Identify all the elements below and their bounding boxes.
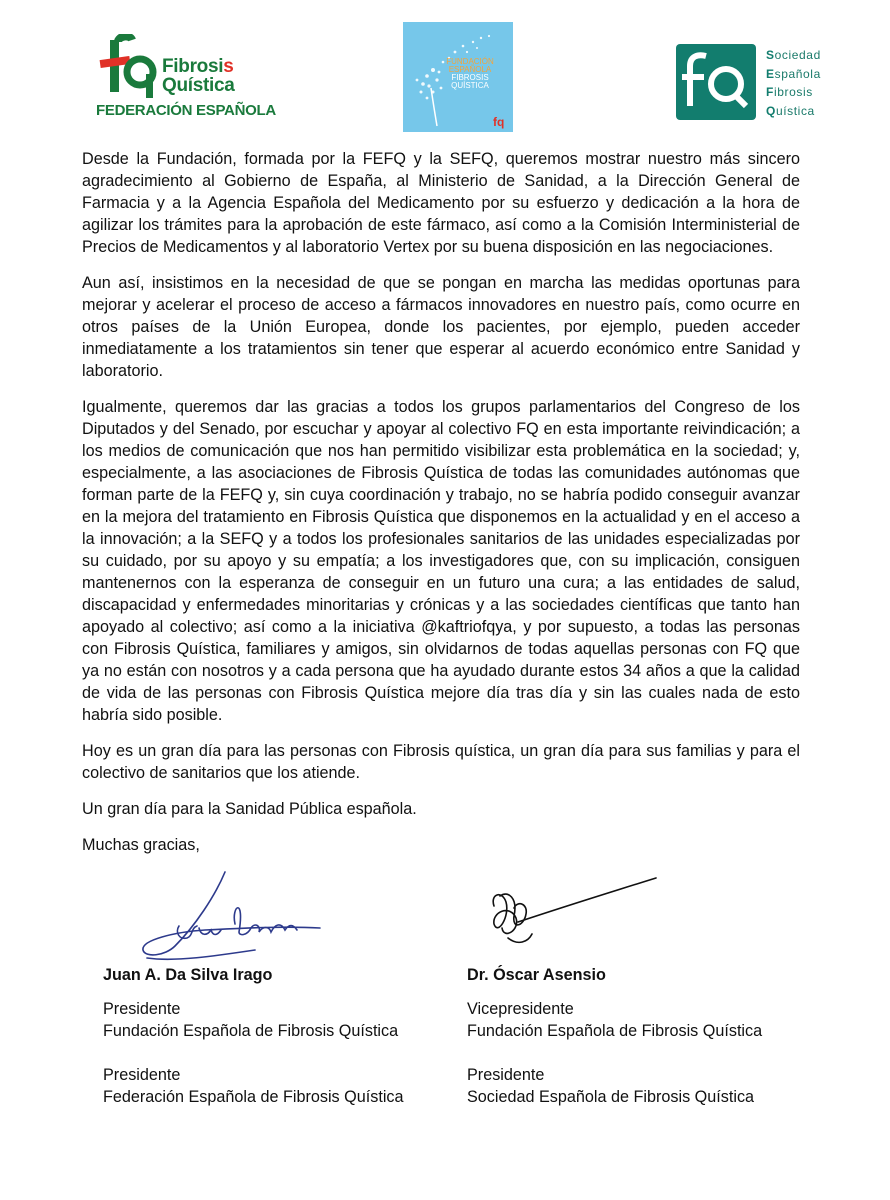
- body-paragraph: Desde la Fundación, formada por la FEFQ y la SEFQ, queremos mostrar nuestro más sincero agradecimiento al Gobierno de España, al Ministerio de Sanidad, a la Dirección General de Farmacia y a la Agencia Española del Medicamento por su esfuerzo y dedicación a la hora de agilizar los trámites para la aprobación de este fármaco, así como a la Comisión Interministerial de Precios de Medicamentos y al laboratorio Vertex por su buena disposición en las negociaciones.: [82, 150, 800, 256]
- fundacion-logo-line4: QUÍSTICA: [451, 81, 489, 90]
- signature-right: [488, 876, 658, 950]
- signer-role: Presidente: [103, 1000, 181, 1018]
- signer-organization: Fundación Española de Fibrosis Quística: [103, 1022, 399, 1040]
- letter-body: [82, 148, 800, 870]
- fefq-logo: [96, 34, 276, 124]
- sefq-word: Sociedad: [766, 48, 821, 62]
- signature-left: [135, 866, 325, 966]
- fundacion-logo-line1: FUNDACIÓN: [446, 57, 494, 66]
- fundacion-logo-text: [435, 58, 505, 90]
- fundacion-logo-line3: FIBROSIS: [451, 73, 489, 82]
- body-paragraph: Hoy es un gran día para las personas con Fibrosis quística, un gran día para sus familias y para el colectivo de sanitarios que los atiende.: [82, 742, 800, 782]
- sefq-logo-words: [766, 46, 821, 120]
- fefq-logo-line3: FEDERACIÓN ESPAÑOLA: [96, 102, 276, 119]
- sefq-logo: [676, 44, 826, 120]
- body-paragraph: Un gran día para la Sanidad Pública española.: [82, 800, 417, 818]
- signer-name: Dr. Óscar Asensio: [467, 966, 606, 984]
- signer-right: [467, 964, 762, 1108]
- signer-role: Presidente: [467, 1066, 545, 1084]
- signer-role: Vicepresidente: [467, 1000, 574, 1018]
- fefq-logo-line2: Quística: [162, 75, 235, 96]
- body-paragraph: Aun así, insistimos en la necesidad de que se pongan en marcha las medidas oportunas para mejorar y acelerar el proceso de acceso a fármacos innovadores en nuestro país, como ocurre en otros países de la Unión Europea, donde los pacientes, por ejemplo, pueden acceder inmediatamente a los tratamientos sin tener que esperar al acuerdo económico entre Sanidad y laboratorio.: [82, 274, 800, 380]
- fundacion-logo: [403, 22, 513, 132]
- fundacion-logo-mark: fq: [493, 115, 505, 129]
- signer-left: [103, 964, 404, 1108]
- signer-organization: Federación Española de Fibrosis Quística: [103, 1088, 404, 1106]
- signer-name: Juan A. Da Silva Irago: [103, 966, 273, 984]
- sefq-word: Fibrosis: [766, 85, 813, 99]
- signer-role: Presidente: [103, 1066, 181, 1084]
- fefq-logo-line1: Fibrosis: [162, 56, 234, 77]
- signer-organization: Fundación Española de Fibrosis Quística: [467, 1022, 763, 1040]
- sefq-word: Quística: [766, 103, 815, 118]
- fefq-logo-mark: [96, 34, 160, 100]
- sefq-logo-mark: [676, 44, 756, 120]
- body-paragraph: Igualmente, queremos dar las gracias a todos los grupos parlamentarios del Congreso de los Diputados y del Senado, por escuchar y apoyar al colectivo FQ en esta importante reivindicación; a los medios de comunicación que nos han permitido visibilizar esta problemática en la sociedad; y, especialmente, a las asociaciones de Fibrosis Quística de todas las comunidades autónomas que forman parte de la FEFQ y, sin cuya coordinación y trabajo, no se habría podido conseguir avanzar en la mejora del tratamiento en Fibrosis Quística que disponemos en la actualidad y en el acceso a la innovación; a la SEFQ y a todos los profesionales sanitarios de las unidades especializadas por su cuidado, por su apoyo y su empatía; a los investigadores que, con su implicación, consiguen mantenernos con la esperanza de conseguir en un futuro una cura; a las entidades de salud, discapacidad y enfermedades minoritarias y crónicas y a las sociedades científicas que tanto han apoyado al colectivo; así como a la iniciativa @kaftriofqya, y por supuesto, a todas las personas con Fibrosis Quística, familiares y amigos, sin olvidarnos de todas aquellas personas con FQ que ya no están con nosotros y a cada persona que ha ayudado durante estos 34 años a que la calidad de vida de las personas con Fibrosis Quística mejore día tras día y sin las cuales nada de esto habría sido posible.: [82, 398, 800, 724]
- fundacion-logo-line2: ESPAÑOLA: [448, 65, 492, 74]
- sefq-fq-icon: [676, 44, 756, 120]
- signer-organization: Sociedad Española de Fibrosis Quística: [467, 1088, 755, 1106]
- closing-line: Muchas gracias,: [82, 836, 200, 854]
- sefq-word: Española: [766, 66, 821, 81]
